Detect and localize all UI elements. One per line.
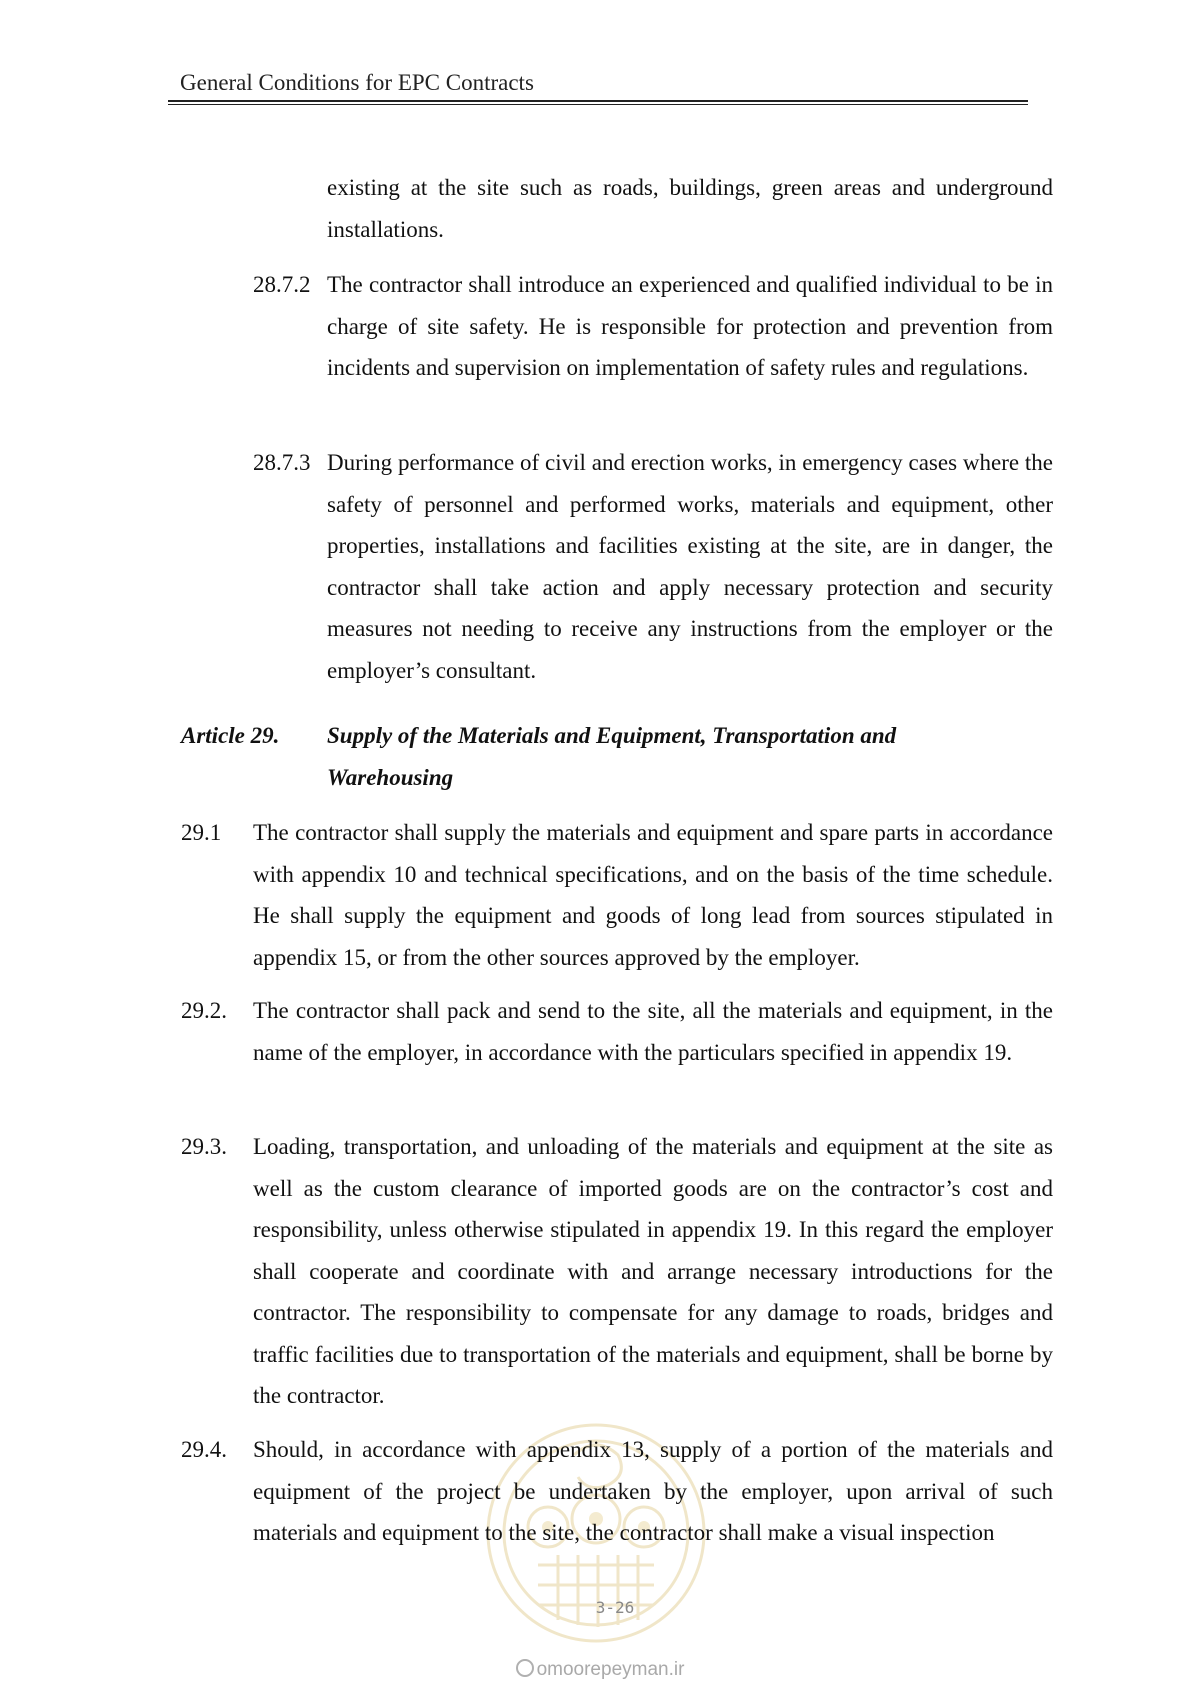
clause-text: The contractor shall supply the materials and equipment and spare parts in accordance with appendix 10 and technical specifications, and on the basis of the time schedule. He shall supply the equipment and goods of long lead from sources stipulated in appendix 15, or from the other sources approved by the employer.	[253, 820, 1053, 970]
site-logo-icon	[516, 1659, 534, 1677]
page-number: 3-26	[595, 1598, 635, 1617]
subclause-text: During performance of civil and erection works, in emergency cases where the safety of personnel and performed works, materials and equipment, other properties, installations and facilities existing at the site, are in danger, the contractor shall take action and apply necessary protection and security measures not needing to receive any instructions from the employer or the employer’s consultant.	[327, 450, 1053, 683]
clause-text: Loading, transportation, and unloading of the materials and equipment at the site as well as the custom clearance of imported goods are on the contractor’s cost and responsibility, unless otherwise stipulated in appendix 19. In this regard the employer shall cooperate and coordinate with and arrange necessary introductions for the contractor. The responsibility to compensate for any damage to roads, bridges and traffic facilities due to transportation of the materials and equipment, shall be borne by the contractor.	[253, 1134, 1053, 1408]
clause-text: Should, in accordance with appendix 13, supply of a portion of the materials and equipment of the project be undertaken by the employer, upon arrival of such materials and equipment to the site, the contractor shall make a visual inspection	[253, 1437, 1053, 1545]
running-header: General Conditions for EPC Contracts	[180, 70, 534, 95]
website-text: omoorepeyman.ir	[536, 1659, 685, 1680]
header-rule	[168, 100, 1028, 102]
subclause-number: 28.7.2	[253, 272, 311, 297]
header-rule-thin	[168, 104, 1028, 105]
clause-number: 29.2.	[181, 998, 227, 1023]
continuation-paragraph: existing at the site such as roads, buildings, green areas and underground installations.	[327, 175, 1053, 242]
clause-number: 29.3.	[181, 1134, 227, 1159]
subclause-text: The contractor shall introduce an experienced and qualified individual to be in charge of site safety. He is responsible for protection and prevention from incidents and supervision on implementation of safety rules and regulations.	[327, 272, 1053, 380]
clause-text: The contractor shall pack and send to the site, all the materials and equipment, in the name of the employer, in accordance with the particulars specified in appendix 19.	[253, 998, 1053, 1065]
website-watermark	[490, 1659, 710, 1681]
clause-number: 29.1	[181, 820, 222, 845]
subclause-number: 28.7.3	[253, 450, 311, 475]
clause-number: 29.4.	[181, 1437, 227, 1462]
article-number: Article 29.	[181, 723, 280, 748]
article-title: Supply of the Materials and Equipment, Transportation and Warehousing	[327, 723, 897, 790]
